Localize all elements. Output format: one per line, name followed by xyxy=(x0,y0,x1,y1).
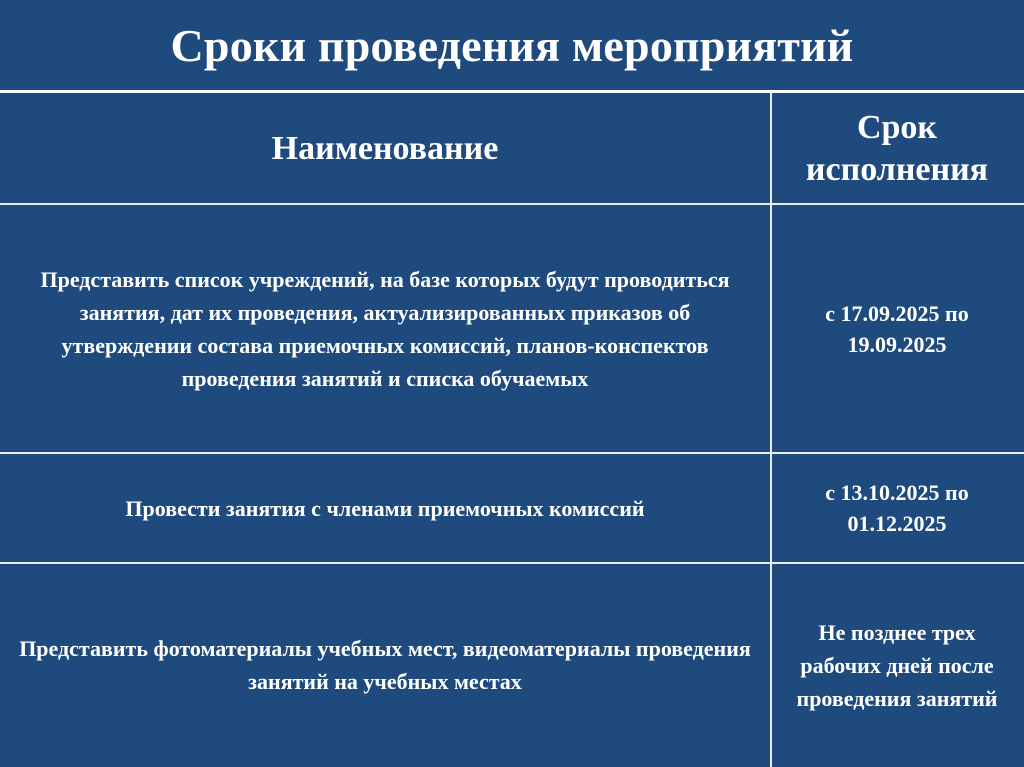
row-2-term-text: с 13.10.2025 по 01.12.2025 xyxy=(825,480,969,536)
row-1-term xyxy=(770,205,1024,453)
row-2-term xyxy=(770,453,1024,563)
row-divider xyxy=(0,452,1024,454)
table-row xyxy=(0,563,1024,767)
header-term: Срок исполнения xyxy=(805,109,989,188)
column-divider xyxy=(770,93,772,767)
table-row xyxy=(0,205,1024,453)
row-3-name-text: Представить фотоматериалы учебных мест, видеоматериалы проведения занятий на учебных местах xyxy=(19,636,751,694)
row-3-term-text: Не позднее трех рабочих дней после проведения занятий xyxy=(796,619,998,711)
page-title: Сроки проведения мероприятий xyxy=(170,19,854,71)
row-divider xyxy=(0,562,1024,564)
table-row xyxy=(0,453,1024,563)
schedule-table xyxy=(0,93,1024,767)
table-header-row xyxy=(0,93,1024,205)
row-3-term xyxy=(770,563,1024,767)
row-2-name-text: Провести занятия с членами приемочных комиссий xyxy=(125,495,645,521)
row-divider xyxy=(0,203,1024,205)
row-1-term-text: с 17.09.2025 по 19.09.2025 xyxy=(825,301,969,357)
header-name: Наименование xyxy=(271,130,499,167)
row-1-name-text: Представить список учреждений, на базе которых будут проводиться занятия, дат их проведения, актуализированных приказов об утверждении состава приемочных комиссий, планов-конспектов проведения занятий и списка обучаемых xyxy=(40,267,730,391)
row-2-name xyxy=(0,453,770,563)
row-1-name xyxy=(0,205,770,453)
row-3-name xyxy=(0,563,770,767)
